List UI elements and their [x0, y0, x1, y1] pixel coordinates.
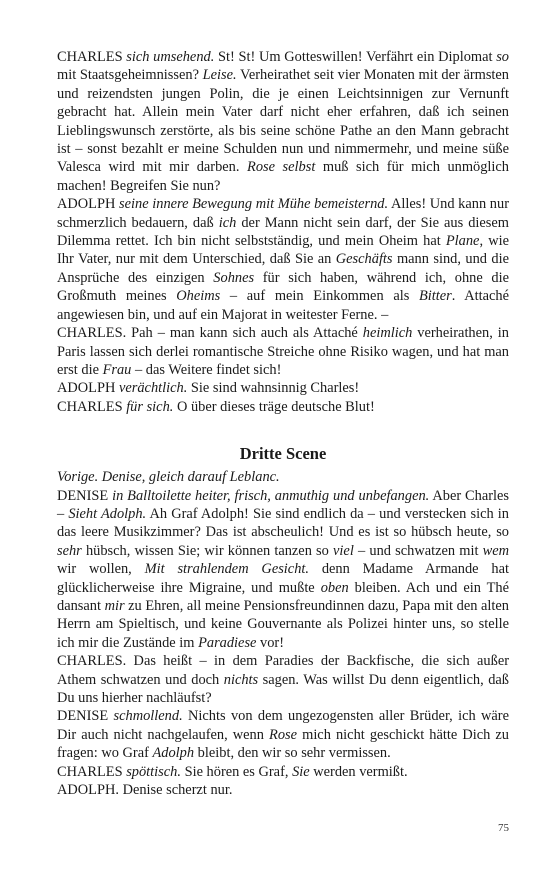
stage-direction: in Balltoilette heiter, frisch, anmuthig und unbefangen. — [112, 487, 430, 504]
speech-text: bleiben. Ach und ein Thé dansant — [57, 579, 509, 614]
speaker-name: CHARLES — [57, 763, 123, 780]
stage-direction: Mit strahlendem Gesicht. — [144, 561, 309, 578]
speech-text: Alles! Und kann nur schmerzlich bedauern, daß — [57, 196, 509, 231]
speech-text: vor! — [256, 634, 285, 651]
emphasis: ich — [218, 214, 237, 231]
speech-text: verheirathen, in Paris lassen sich derlei romantische Streiche ohne Risiko wagen, und hat man erst die — [57, 325, 509, 378]
speech-text: Nichts von dem ungezogensten aller Brüder, ich wäre Dir auch nicht nachgelaufen, wenn — [57, 708, 509, 743]
speech-text: – auf mein Einkommen als — [220, 288, 419, 305]
emphasis: sehr — [57, 542, 82, 559]
speech-adolph-3 — [57, 781, 509, 799]
speech-text: bleibt, den wir so sehr vermissen. — [194, 745, 391, 762]
emphasis: oben — [320, 579, 349, 596]
scene-heading: Dritte Scene — [239, 444, 327, 464]
emphasis: so — [496, 49, 509, 65]
book-page — [57, 48, 509, 799]
speaker-name: DENISE — [57, 708, 109, 725]
stage-direction: Leise. — [202, 67, 237, 84]
page-number: 75 — [498, 822, 509, 834]
speech-denise-2 — [57, 707, 509, 762]
speech-text: , wie Ihr Vater, nur mit dem Unterschied, daß Sie an — [57, 233, 509, 268]
emphasis: nichts — [223, 671, 259, 688]
speech-charles-3 — [57, 398, 509, 416]
speech-text: – das Weitere findet sich! — [131, 361, 282, 378]
emphasis: Frau — [102, 361, 132, 378]
speaker-name: CHARLES — [57, 398, 123, 415]
stage-direction: spöttisch. — [126, 763, 181, 780]
speech-denise-1 — [57, 487, 509, 653]
stage-direction: sich umsehend. — [126, 49, 215, 65]
speech-adolph-2 — [57, 379, 509, 397]
speech-adolph-1 — [57, 195, 509, 324]
speech-text: Denise scherzt nur. — [118, 782, 233, 799]
speech-charles-1 — [57, 48, 509, 195]
speech-text: St! St! Um Gotteswillen! Verfährt ein Diplomat — [214, 49, 497, 65]
speech-text: mich nicht geschickt hätte Dich zu fragen: wo Graf — [57, 726, 509, 762]
speaker-name: CHARLES — [57, 49, 123, 65]
emphasis: Bitter — [418, 288, 452, 305]
speech-text: Verheirathet seit vier Monaten mit der ärmsten und reizendsten jungen Polin, die je einen Leichtsinnigen zur Vernunft gebracht hat. Allein mein Vater darf nicht eher erfahren, daß ich seinen Lieblingswunsch zerstörte, als bis seine schöne Pathe an den Mann gebracht ist – sonst bezahlt er meine Schulden nun und nimmermehr, und meine süße Valesca wird mit mir darben. — [57, 67, 510, 176]
stage-direction: verächtlich. — [118, 380, 188, 397]
emphasis: viel — [333, 542, 354, 559]
stage-direction: Sieht Adolph. — [68, 505, 147, 522]
speech-text: für sich haben, während ich, ohne die Großmuth meines — [57, 269, 509, 305]
speech-text: hübsch, wissen Sie; wir können tanzen so — [81, 542, 334, 559]
speech-charles-4 — [57, 652, 509, 707]
stage-direction: schmollend. — [113, 708, 183, 725]
speaker-name: CHARLES. — [57, 325, 127, 342]
speech-text: zu Ehren, all meine Pensionsfreundinnen dazu, Papa mit den alten Herrn am Spieltisch, und keine Gouvernante als Polizei hinter uns, so stelle ich mir die Zustände im — [57, 597, 509, 651]
speech-text: – und schwatzen mit — [353, 542, 483, 559]
speech-text: Sie sind wahnsinnig Charles! — [187, 380, 360, 397]
speech-text: muß sich für mich unmöglich machen! Begreifen Sie nun? — [57, 159, 509, 194]
emphasis: mir — [104, 597, 125, 614]
emphasis: Plane — [445, 233, 480, 250]
emphasis: Oheims — [176, 288, 221, 305]
speech-text: mit Staatsgeheimnissen? — [57, 67, 203, 84]
emphasis: heimlich — [362, 325, 413, 342]
speech-charles-2 — [57, 324, 509, 379]
speech-text: Sie hören es Graf, — [180, 763, 293, 780]
emphasis: wem — [482, 542, 510, 559]
stage-direction: seine innere Bewegung mit Mühe bemeisternd. — [119, 196, 389, 213]
speaker-name: ADOLPH. — [57, 782, 119, 799]
scene-persons: Vorige. Denise, gleich darauf Leblanc. — [57, 469, 280, 486]
speech-text: sagen. Was willst Du denn eigentlich, daß Du uns hierher nachläufst? — [57, 671, 509, 706]
speech-text: O über dieses träge deutsche Blut! — [173, 398, 375, 415]
emphasis: Adolph — [152, 745, 195, 762]
speech-text: Ah Graf Adolph! Sie sind endlich da – und verstecken sich in das leere Musikzimmer? Das ist abscheulich! Und es ist so hübsch heute, so — [57, 505, 509, 541]
stage-direction: für sich. — [126, 398, 174, 415]
speech-text: Pah – man kann sich auch als Attaché — [126, 325, 363, 342]
emphasis: Geschäfts — [335, 251, 393, 268]
speech-charles-5 — [57, 763, 509, 781]
speaker-name: DENISE — [57, 487, 109, 504]
speech-text: Das heißt – in dem Paradies der Backfische, die sich außer Athem schwatzen und doch — [57, 653, 509, 688]
speech-text: denn Madame Armande hat glücklicherweise ihre Migraine, und mußte — [57, 561, 509, 596]
speaker-name: CHARLES. — [57, 653, 127, 670]
speaker-name: ADOLPH — [57, 196, 116, 213]
speaker-name: ADOLPH — [57, 380, 116, 397]
speech-text: werden vermißt. — [309, 763, 408, 780]
emphasis: Sie — [292, 763, 310, 780]
emphasis: Sohnes — [213, 269, 255, 286]
speech-text: . Attaché angewiesen bin, und auf ein Majorat in weitester Ferne. – — [57, 288, 509, 323]
emphasis: Rose — [269, 726, 298, 743]
emphasis: Paradiese — [198, 634, 257, 651]
speech-text: wir wollen, — [57, 561, 145, 578]
speech-text: der Mann nicht sein darf, der Sie aus diesem Dilemma rettet. Ich bin nicht selbstständig, und mein Oheim hat — [57, 214, 509, 250]
speech-text: mann sind, und die Ansprüche des einzigen — [57, 251, 509, 286]
stage-direction: Rose selbst — [247, 159, 316, 176]
speech-text: Aber Charles – — [57, 487, 509, 522]
